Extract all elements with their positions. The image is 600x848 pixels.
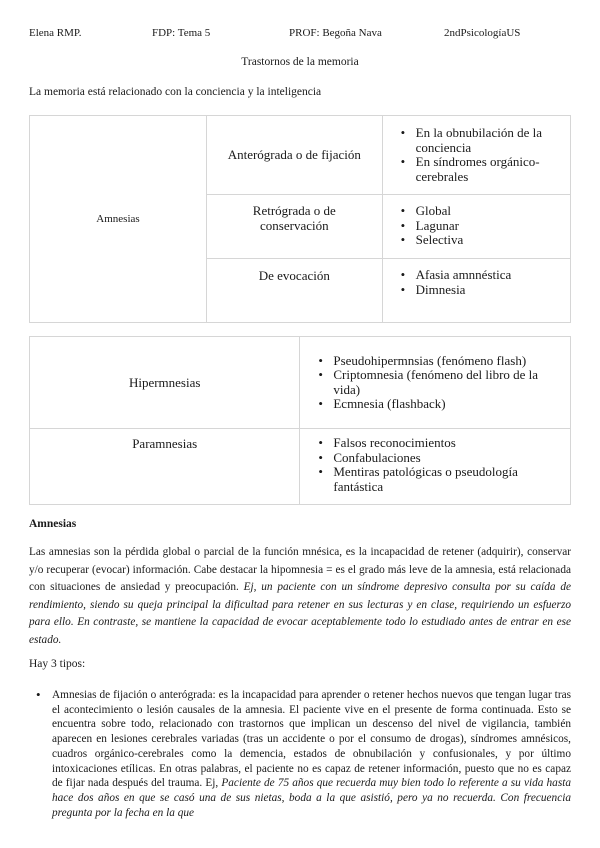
- type-cell: [207, 195, 383, 259]
- types-intro: Hay 3 tipos:: [29, 658, 86, 670]
- items-list: [300, 436, 570, 494]
- header-author: Elena RMP.: [29, 27, 82, 39]
- list-item: • Dimnesia: [416, 283, 570, 298]
- type-cell: [207, 259, 383, 323]
- table-row: [30, 429, 571, 505]
- items-list: [383, 268, 570, 297]
- category-cell: [30, 429, 300, 505]
- list-item: • Confabulaciones: [333, 451, 546, 466]
- amnesias-paragraph: [29, 544, 571, 649]
- list-item: • Global: [416, 204, 570, 219]
- bullet-example: Paciente de 75 años que recuerda muy bien todo lo referente a su vida hasta hace dos años en que se casó una de sus nietas, boda a la que asistió, pero ya no recuerda. Con frecuencia pregunta por la fecha en la que: [52, 777, 572, 819]
- list-item: • Mentiras patológicas o pseudología fantástica: [333, 465, 546, 494]
- section-heading: Amnesias: [29, 518, 77, 530]
- items-list: [300, 354, 570, 412]
- category-cell: [30, 337, 300, 429]
- table-row: [30, 337, 571, 429]
- list-item: • Pseudohipermnsias (fenómeno flash): [333, 354, 546, 369]
- list-item: • Lagunar: [416, 219, 570, 234]
- header-course: FDP: Tema 5: [152, 27, 211, 39]
- header-professor: PROF: Begoña Nava: [289, 27, 382, 39]
- list-item: [52, 688, 571, 820]
- hipermnesias-paramnesias-table: [29, 336, 571, 505]
- document-title: Trastornos de la memoria: [241, 56, 359, 68]
- list-item: • Selectiva: [416, 233, 570, 248]
- list-item: • Afasia amnnéstica: [416, 268, 570, 283]
- items-list: [383, 204, 570, 248]
- items-cell: [382, 116, 570, 195]
- category-label: Paramnesias: [132, 436, 198, 451]
- list-item: • En la obnubilación de la conciencia: [416, 126, 570, 155]
- list-item: • Ecmnesia (flashback): [333, 397, 546, 412]
- page-header: [0, 27, 600, 41]
- category-label: Hipermnesias: [128, 374, 201, 390]
- type-label: Retrógrada o de conservación: [252, 203, 336, 233]
- amnesias-category-cell: [30, 116, 207, 323]
- paragraph-text: Las amnesias son la pérdida global o parcial de la función mnésica, es la incapacidad de retener (adquirir), conservar y/o recuperar (evocar) información. Cabe destacar la hipomnesia = es el grado más leve de la amnesia, está relacionada con situaciones de ansiedad y preocupación.: [29, 546, 571, 593]
- header-group: 2ndPsicologíaUS: [444, 27, 521, 39]
- items-cell: [300, 337, 571, 429]
- paragraph-example: Ej, un paciente con un síndrome depresivo consulta por su caída de rendimiento, siendo su queja principal la dificultad para retener en sus lecturas y en clase, requiriendo un esfuerzo para ello. En contraste, se mantiene la capacidad de evocar aceptablemente todo lo estudiado antes de entrar en ese estado.: [29, 581, 572, 646]
- items-list: [383, 126, 570, 184]
- items-cell: [382, 259, 570, 323]
- items-cell: [382, 195, 570, 259]
- list-item: • Falsos reconocimientos: [333, 436, 546, 451]
- amnesias-table: [29, 115, 571, 323]
- intro-text: La memoria está relacionado con la conciencia y la inteligencia: [29, 86, 322, 98]
- category-label: Amnesias: [96, 213, 140, 225]
- list-item: • En síndromes orgánico-cerebrales: [416, 155, 570, 184]
- bullet-text: Amnesias de fijación o anterógrada: es la incapacidad para aprender o retener hechos nuevos que tengan lugar tras el acontecimiento o lesión causales de la amnesia. El paciente vive en el presente de forma continuada. Esto se encuentra sobre todo, relacionado con trastornos que implican un descenso del nivel de vigilancia, también aparecen en lesiones cerebrales variadas (tras un accidente o por el consumo de drogas), síndromes amnésicos, cuadros orgánico-cerebrales como la demencia, estados de obnubilación y confusionales, y por último intoxicaciones etílicas. En otras palabras, el paciente no es capaz de retener información, puesto que no es capaz de fijar nada después del trauma. Ej,: [52, 689, 571, 790]
- list-item: • Criptomnesia (fenómeno del libro de la vida): [333, 368, 546, 397]
- table-row: [30, 116, 571, 195]
- type-cell: [207, 116, 383, 195]
- items-cell: [300, 429, 571, 505]
- type-label: De evocación: [258, 268, 330, 283]
- type-label: Anterógrada o de fijación: [227, 147, 361, 162]
